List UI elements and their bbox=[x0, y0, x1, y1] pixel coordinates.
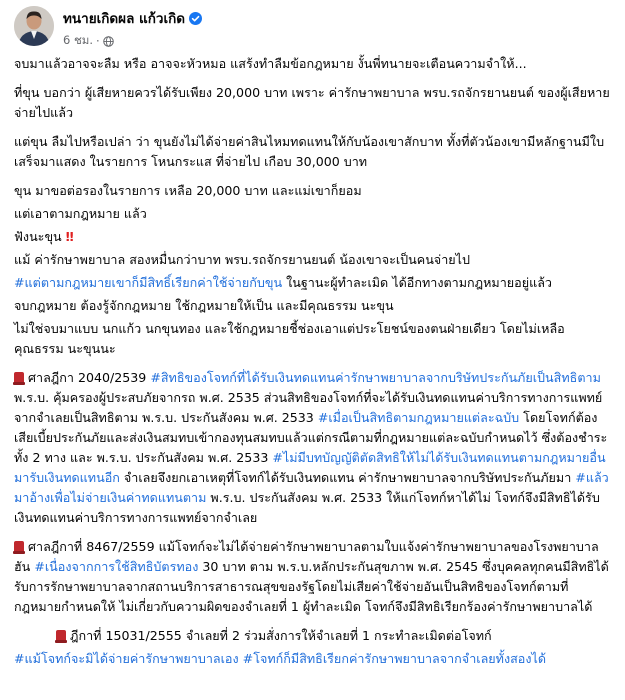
case-ruling-8467-2559 bbox=[14, 537, 611, 617]
paragraph-lawyer: จบกฎหมาย ต้องรู้จักกฎหมาย ใช้กฎหมายให้เป็น และมีคุณธรรม นะขุน bbox=[14, 298, 394, 313]
hashtag-link[interactable]: #ไม่มีบทบัญญัติตัดสิทธิให้ไม่ได้รับเงินทดแทนตามกฎหมายอื่นมารับเงินทดแทนอีก bbox=[14, 450, 606, 485]
double-exclamation-emoji-icon: ‼ bbox=[65, 229, 71, 244]
paragraph-right bbox=[14, 273, 611, 293]
hashtag-link[interactable]: #แม้โจทก์จะมิได้จ่ายค่ารักษาพยาบาลเอง #โจทก์ก็มีสิทธิเรียกค่ารักษาพยาบาลจากจำเลยทั้งสองได้ bbox=[14, 651, 547, 666]
case-text: แม้โจทก์จะไม่ได้จ่ายค่ารักษาพยาบาลตามใบแจ้งค่ารักษาพยาบาลของโรงพยาบาลฮัน bbox=[14, 539, 599, 574]
verified-badge-icon bbox=[189, 12, 202, 25]
case-heading: ศาลฎีกา 2040/2539 bbox=[28, 370, 147, 385]
courthouse-emoji-icon bbox=[14, 372, 24, 383]
paragraph-legal: แต่เอาตามกฎหมาย แล้ว bbox=[14, 206, 147, 221]
case-text: พ.ร.บ. คุ้มครองผู้ประสบภัยจากรถ พ.ศ. 2535 ส่วนสิทธิของโจทก์ที่จะได้รับเงินทดแทนค่าบริการทางการแพทย์จากจำเลยเป็นสิทธิตาม พ.ร.บ. ประกันสังคม พ.ศ. 2533 bbox=[14, 390, 603, 425]
paragraph-intro: จบมาแล้วอาจจะลืม หรือ อาจจะหัวหมอ แสร้งทำลืมข้อกฎหมาย งั้นพี่ทนายจะเตือนความจำให้... bbox=[14, 56, 527, 71]
post-time-row bbox=[63, 32, 202, 50]
hashtag-link[interactable]: #แต่ตามกฎหมายเขาก็มีสิทธิ์เรียกค่าใช้จ่ายกับขุน bbox=[14, 275, 283, 290]
paragraph-listen bbox=[14, 227, 611, 247]
case-text: 30 บาท ตาม พ.ร.บ.หลักประกันสุขภาพ พ.ศ. 2545 ซึ่งบุคคลทุกคนมีสิทธิได้รับการรักษาพยาบาลจากสถานบริการสาธารณสุขของรัฐโดยไม่เสียค่าใช้จ่ายอันเป็นสิทธิของโจทก์ตามที่กฎหมายกำหนดให้ ไม่เกี่ยวกับความผิดของจำเลยที่ 1 ผู้ทำละเมิด โจทก์จึงมีสิทธิเรียกร้องค่ารักษาพยาบาลได้ bbox=[14, 559, 609, 614]
hashtag-link[interactable]: #เมื่อเป็นสิทธิตามกฎหมายแต่ละฉบับ bbox=[317, 410, 520, 425]
listen-text: ฟังนะขุน bbox=[14, 229, 62, 244]
case-ruling-2040-2539 bbox=[14, 368, 611, 528]
post-timestamp[interactable]: 6 ชม. bbox=[63, 33, 94, 47]
paragraph-right-text: ในฐานะผู้ทำละเมิด ได้อีกทางตามกฎหมายอยู่แล้ว bbox=[282, 275, 552, 290]
courthouse-emoji-icon bbox=[56, 630, 66, 641]
author-row bbox=[63, 7, 202, 29]
hashtag-link[interactable]: #แล้วมาอ้างเพื่อไม่จ่ายเงินค่าทดแทนตาม bbox=[14, 470, 609, 505]
case-text: โดยโจทก์ต้องเสียเบี้ยประกันภัยและส่งเงินสมทบเข้ากองทุนสมทบแล้วแต่กรณีตามที่กฎหมายแต่ละฉบับกำหนดไว้ ซึ่งต้องชำระทั้ง 2 ทาง และ พ.ร.บ. ประกันสังคม พ.ศ. 2533 bbox=[14, 410, 608, 465]
paragraph-cost: แม้ ค่ารักษาพยาบาล สองหมื่นกว่าบาท พรบ.รถจักรยานยนต์ น้องเขาจะเป็นคนจ่ายไป bbox=[14, 252, 470, 267]
time-separator: · bbox=[96, 34, 100, 48]
avatar[interactable] bbox=[14, 6, 54, 46]
paragraph-negotiation: ขุน มาขอต่อรองในรายการ เหลือ 20,000 บาท และแม่เขาก็ยอม bbox=[14, 183, 362, 198]
post-body bbox=[14, 54, 611, 669]
case-text: พ.ร.บ. ประกันสังคม พ.ศ. 2533 ให้แก่โจทก์หาได้ไม่ โจทก์จึงมีสิทธิได้รับเงินทดแทนค่าบริการทางการแพทย์จากจำเลย bbox=[14, 490, 600, 525]
hashtag-link[interactable]: #สิทธิของโจทก์ที่ได้รับเงินทดแทนค่ารักษาพยาบาลจากบริษัทประกันภัยเป็นสิทธิตาม bbox=[150, 370, 601, 385]
author-meta bbox=[63, 6, 202, 50]
case-heading: ศาลฎีกาที่ 8467/2559 bbox=[28, 539, 155, 554]
case-ruling-15031-2555 bbox=[14, 626, 611, 646]
case-text: จำเลยจึงยกเอาเหตุที่โจทก์ได้รับเงินทดแทน ค่ารักษาพยาบาลจากบริษัทประกันภัยมา bbox=[119, 470, 576, 485]
paragraph-ethics: ไม่ใช่จบมาแบบ นกแก้ว นกขุนทอง และใช้กฎหมายชี้ช่องเอาแต่ประโยชน์ของตนฝ่ายเดียว โดยไม่เหลือคุณธรรม นะขุนนะ bbox=[14, 321, 565, 356]
author-name[interactable]: ทนายเกิดผล แก้วเกิด bbox=[63, 11, 186, 27]
courthouse-emoji-icon bbox=[14, 541, 24, 552]
paragraph-claim: ที่ขุน บอกว่า ผู้เสียหายควรได้รับเพียง 20,000 บาท เพราะ ค่ารักษาพยาบาล พรบ.รถจักรยานยนต์ ของผู้เสียหาย จ่ายไปแล้ว bbox=[14, 85, 610, 120]
paragraph-rebuttal: แต่ขุน ลืมไปหรือเปล่า ว่า ขุนยังไม่ได้จ่ายค่าสินไหมทดแทนให้กับน้องเขาสักบาท ทั้งที่ตัวน้องเขามีหลักฐานมีใบเสร็จมาแสดง ในรายการ โหนกระแส ที่จ่ายไป เกือบ 30,000 บาท bbox=[14, 134, 605, 169]
globe-icon[interactable] bbox=[103, 36, 114, 47]
post-header bbox=[14, 6, 611, 50]
case-heading: ฎีกาที่ 15031/2555 จำเลยที่ 2 ร่วมสั่งการให้จำเลยที่ 1 กระทำละเมิดต่อโจทก์ bbox=[70, 628, 492, 643]
hashtag-link[interactable]: #เนื่องจากการใช้สิทธิบัตรทอง bbox=[34, 559, 199, 574]
case-ruling-15031-2555-tags bbox=[14, 649, 611, 669]
avatar-image bbox=[14, 6, 54, 46]
